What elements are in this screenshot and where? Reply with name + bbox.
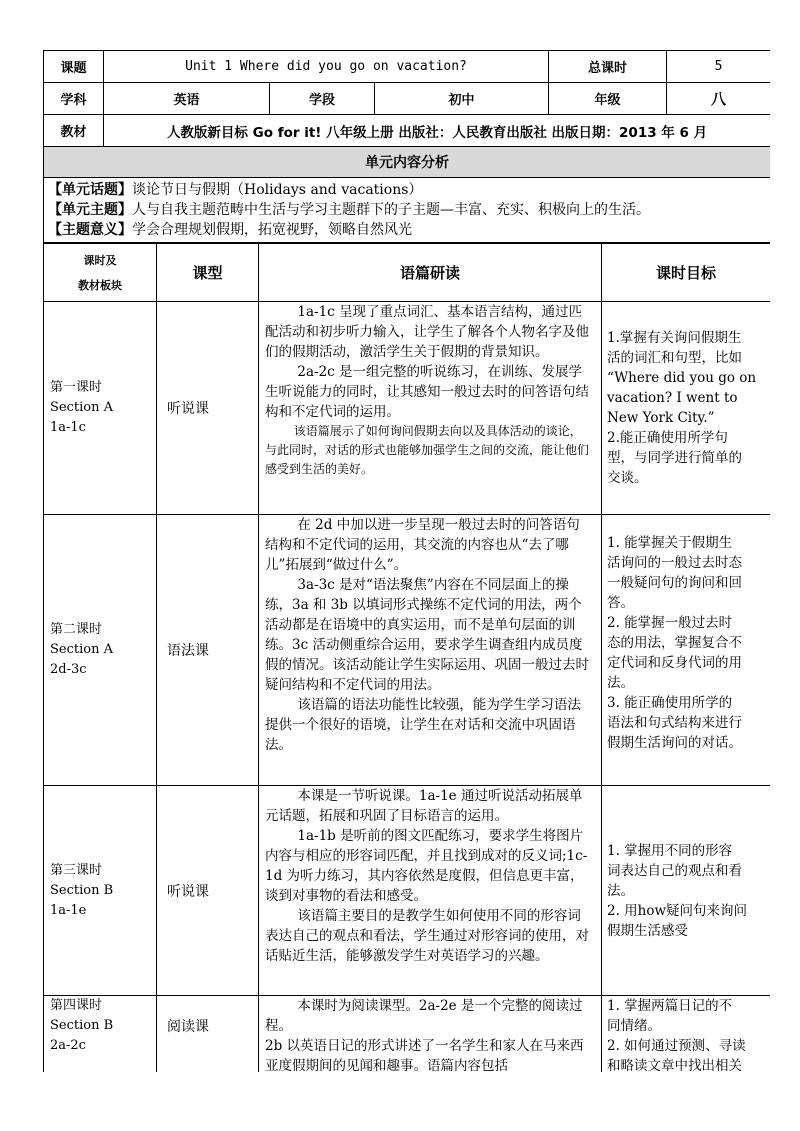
lesson-cell: 第四课时 Section B 2a-2c: [44, 996, 157, 1073]
topic-row: [44, 51, 771, 83]
grade-label: 年级: [549, 83, 667, 115]
lesson-study: 本课时为阅读课型。2a-2e 是一个完整的阅读过程。 2b 以英语日记的形式讲述了一名学生和家人在马来西亚度假期间的见闻和趣事。语篇内容包括: [259, 996, 602, 1073]
lesson-type: 听说课: [157, 302, 259, 515]
lesson-row-2: [44, 515, 771, 786]
lesson-type: 语法课: [157, 515, 259, 786]
lesson-plan-page: [43, 50, 770, 1072]
lesson-plan-table: [43, 50, 770, 243]
stage-value: 初中: [375, 83, 549, 115]
textbook-value: 人教版新目标 Go for it! 八年级上册 出版社：人民教育出版社 出版日期：2013 年 6 月: [104, 115, 771, 147]
lesson-goals: 1. 掌握两篇日记的不 同情绪。 2. 如何通过预测、寻读 和略读文章中找出相关: [602, 996, 771, 1073]
lesson-analysis-table: [43, 243, 770, 1072]
section-title: 单元内容分析: [44, 147, 771, 178]
subject-row: [44, 83, 771, 115]
lesson-cell: 第二课时 Section A 2d-3c: [44, 515, 157, 786]
lesson-row-1: [44, 302, 771, 515]
intro-row: [44, 178, 771, 243]
lesson-study: 本课是一节听说课。1a-1e 通过听说活动拓展单元话题，拓展和巩固了目标语言的运用。 1a-1b 是听前的图文匹配练习，要求学生将图片内容与相应的形容词匹配，并且找到成对的反义词;1c-1d 为听力练习，其内容依然是度假，但信息更丰富，谈到对事物的看法和感受。 该语篇主要目的是教学生如何使用不同的形容词表达自己的观点和看法，学生通过对形容词的使用，对话贴近生活，能够激发学生对英语学习的兴趣。: [259, 786, 602, 996]
hours-label: 总课时: [549, 51, 667, 83]
intro-topic: 【单元话题】谈论节日与假期（Holidays and vacations）: [48, 182, 423, 198]
lesson-type: 听说课: [157, 786, 259, 996]
subject-label: 学科: [44, 83, 104, 115]
textbook-label: 教材: [44, 115, 104, 147]
lesson-study: 在 2d 中加以进一步呈现一般过去时的问答语句结构和不定代词的运用，其交流的内容也从“去了哪儿”拓展到“做过什么”。 3a-3c 是对“语法聚焦”内容在不同层面上的操练，3a 和 3b 以填词形式操练不定代词的用法，两个活动都是在语境中的真实运用，而不是单句层面的训练。3c 活动侧重综合运用，要求学生调查组内成员度假的情况。该活动能让学生实际运用、巩固一般过去时疑问结构和不定代词的用法。 该语篇的语法功能性比较强，能为学生学习语法提供一个很好的语境，让学生在对话和交流中巩固语法。: [259, 515, 602, 786]
lesson-type: 阅读课: [157, 996, 259, 1073]
lesson-cell: 第一课时 Section A 1a-1c: [44, 302, 157, 515]
intro-theme: 【单元主题】人与自我主题范畴中生活与学习主题群下的子主题—丰富、充实、积极向上的生活。: [48, 202, 650, 218]
section-title-row: [44, 147, 771, 178]
header-lesson: 课时及 教材板块: [44, 244, 157, 302]
lesson-study: 1a-1c 呈现了重点词汇、基本语言结构，通过匹配活动和初步听力输入，让学生了解各个人物名字及他们的假期活动，激活学生关于假期的背景知识。 2a-2c 是一组完整的听说练习，在训练、发展学生听说能力的同时，让其感知一般过去时的问答语句结构和不定代词的运用。 该语篇展示了如何询问假期去向以及具体活动的谈论，与此同时，对话的形式也能够加强学生之间的交流，能让他们感受到生活的美好。: [259, 302, 602, 515]
header-study: 语篇研读: [259, 244, 602, 302]
lesson-goals: 1. 掌握用不同的形容 词表达自己的观点和看 法。 2. 用how疑问句来询问 假期生活感受: [602, 786, 771, 996]
textbook-row: [44, 115, 771, 147]
grade-value: 八: [667, 83, 770, 115]
intro-meaning: 【主题意义】学会合理规划假期，拓宽视野，领略自然风光: [48, 222, 412, 238]
unit-intro: [44, 178, 771, 243]
analysis-header-row: [44, 244, 771, 302]
lesson-row-4: [44, 996, 771, 1073]
subject-value: 英语: [104, 83, 270, 115]
lesson-cell: 第三课时 Section B 1a-1e: [44, 786, 157, 996]
topic-value: Unit 1 Where did you go on vacation?: [104, 51, 549, 83]
lesson-row-3: [44, 786, 771, 996]
lesson-goals: 1. 能掌握关于假期生 活询问的一般过去时态 一般疑问句的询问和回 答。 2. 能掌握一般过去时 态的用法，掌握复合不 定代词和反身代词的用 法。 3. 能正确使用所学的 语法和句式结构来进行 假期生活询问的对话。: [602, 515, 771, 786]
stage-label: 学段: [270, 83, 375, 115]
header-goals: 课时目标: [602, 244, 771, 302]
header-type: 课型: [157, 244, 259, 302]
topic-label: 课题: [44, 51, 104, 83]
hours-value: 5: [667, 51, 770, 83]
lesson-goals: 1.掌握有关询问假期生 活的词汇和句型，比如 “Where did you go on vacation? I went to New York City.” 2.能正确使用所学句 型，与同学进行简单的 交谈。: [602, 302, 771, 515]
